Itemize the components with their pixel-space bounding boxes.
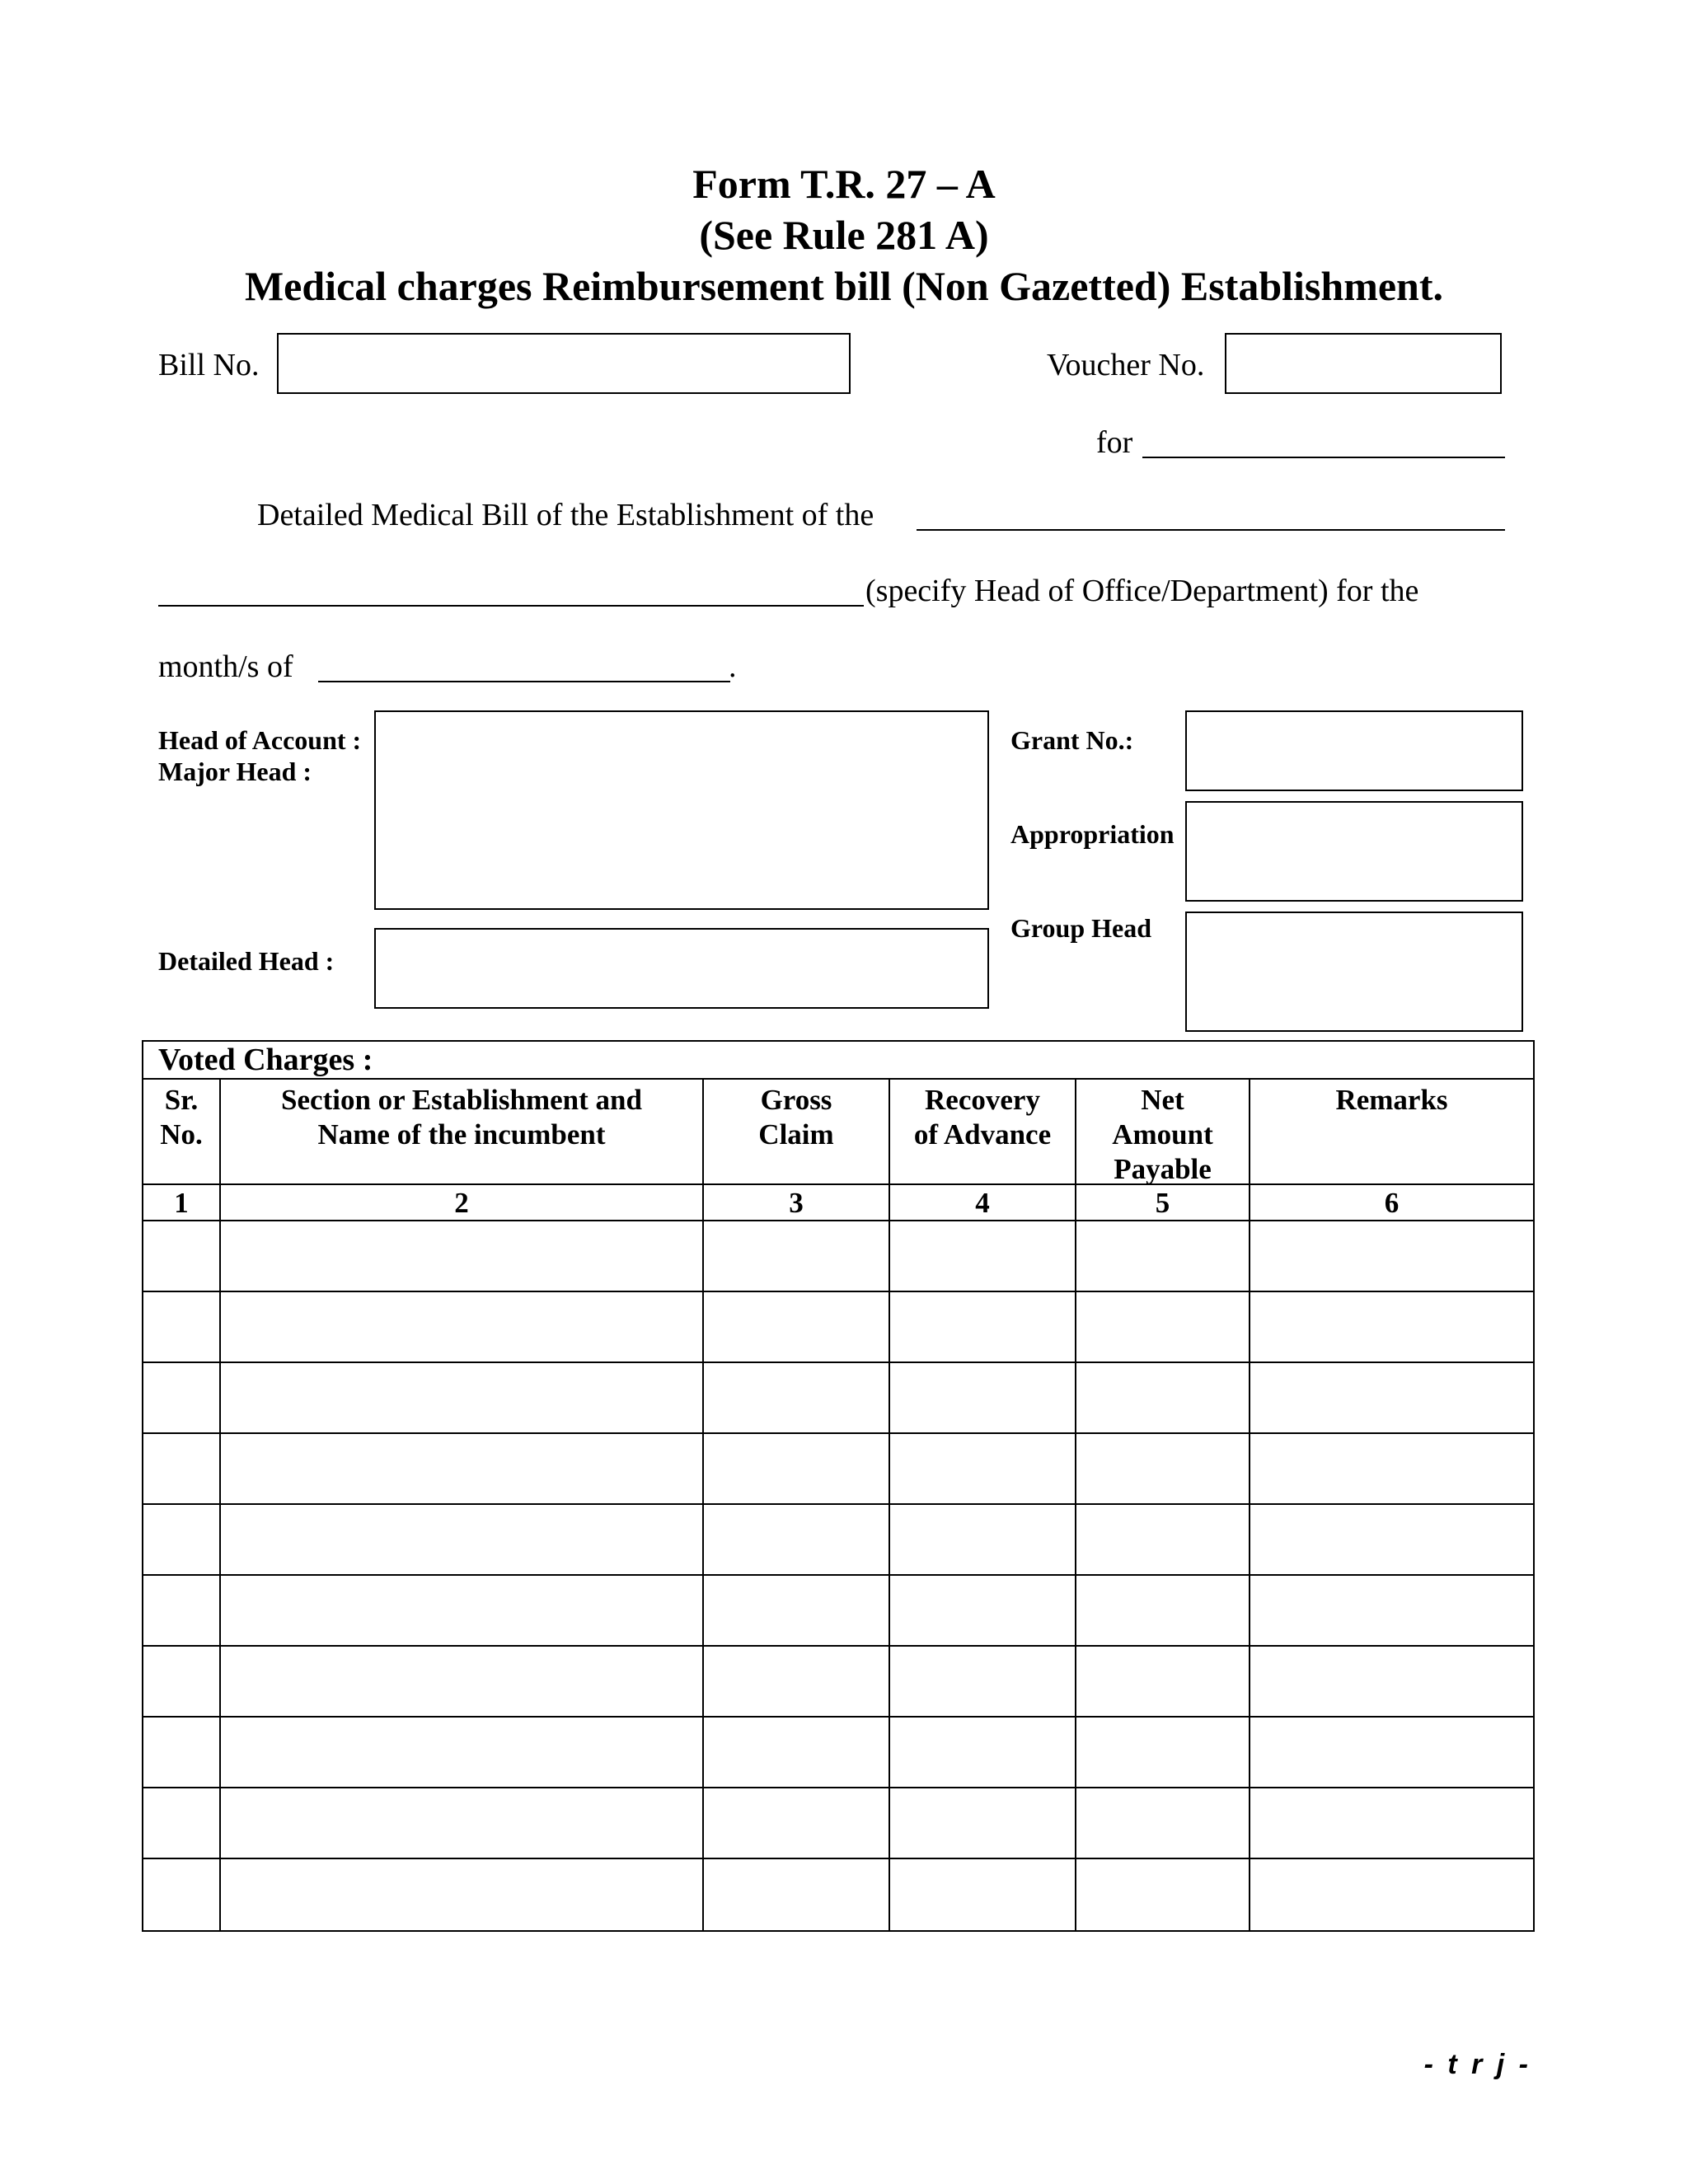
column-number-row (143, 1185, 1533, 1221)
head-of-account-field[interactable] (374, 710, 989, 910)
column-header-label: Recovery of Advance (913, 1084, 1052, 1151)
form-title: Form T.R. 27 – A (692, 161, 996, 207)
table-cell[interactable] (1250, 1363, 1533, 1434)
table-cell[interactable] (221, 1576, 704, 1647)
establishment-blank[interactable] (917, 529, 1505, 531)
grant-no-label: Grant No.: (1010, 725, 1134, 755)
table-row (143, 1788, 1533, 1859)
footer-mark: - t r j - (1423, 2049, 1531, 2080)
column-header-recovery (890, 1080, 1076, 1185)
column-header-label: Net Amount Payable (1112, 1084, 1213, 1185)
table-row (143, 1434, 1533, 1505)
table-cell[interactable] (1076, 1221, 1250, 1292)
table-cell[interactable] (143, 1505, 221, 1576)
table-cell[interactable] (221, 1434, 704, 1505)
detailed-bill-text: Detailed Medical Bill of the Establishment of the (257, 498, 874, 532)
table-cell[interactable] (221, 1505, 704, 1576)
column-header-net-amount (1076, 1080, 1250, 1185)
table-cell[interactable] (704, 1647, 890, 1718)
column-header-gross-claim (704, 1080, 890, 1185)
appropriation-field[interactable] (1185, 801, 1523, 902)
table-cell[interactable] (704, 1434, 890, 1505)
table-cell[interactable] (1076, 1292, 1250, 1363)
table-cell[interactable] (704, 1859, 890, 1930)
table-cell[interactable] (704, 1292, 890, 1363)
specify-text: (specify Head of Office/Department) for the (865, 574, 1419, 608)
table-cell[interactable] (221, 1788, 704, 1859)
table-cell[interactable] (1076, 1363, 1250, 1434)
column-header-label: Section or Establishment and Name of the incumbent (281, 1084, 642, 1151)
table-cell[interactable] (221, 1718, 704, 1788)
appropriation-label: Appropriation (1010, 819, 1175, 849)
detailed-head-label: Detailed Head : (158, 946, 335, 976)
table-cell[interactable] (143, 1718, 221, 1788)
for-blank[interactable] (1142, 457, 1505, 458)
voted-charges-title: Voted Charges : (143, 1042, 1533, 1080)
table-row (143, 1292, 1533, 1363)
table-cell[interactable] (890, 1221, 1076, 1292)
months-blank[interactable] (318, 681, 730, 682)
table-cell[interactable] (1250, 1505, 1533, 1576)
table-cell[interactable] (1076, 1576, 1250, 1647)
group-head-field[interactable] (1185, 912, 1523, 1032)
head-of-office-blank[interactable] (158, 605, 864, 607)
table-cell[interactable] (1250, 1576, 1533, 1647)
table-row (143, 1647, 1533, 1718)
column-number: 2 (221, 1185, 704, 1221)
table-cell[interactable] (1250, 1718, 1533, 1788)
table-cell[interactable] (890, 1859, 1076, 1930)
table-cell[interactable] (143, 1859, 221, 1930)
column-header-label: Gross Claim (758, 1084, 834, 1151)
table-cell[interactable] (704, 1221, 890, 1292)
months-period: . (729, 649, 737, 684)
table-cell[interactable] (221, 1647, 704, 1718)
column-number: 6 (1250, 1185, 1533, 1221)
table-cell[interactable] (221, 1221, 704, 1292)
table-cell[interactable] (143, 1221, 221, 1292)
grant-no-field[interactable] (1185, 710, 1523, 791)
table-cell[interactable] (143, 1434, 221, 1505)
column-number: 4 (890, 1185, 1076, 1221)
table-cell[interactable] (221, 1292, 704, 1363)
group-head-label: Group Head (1010, 913, 1151, 943)
table-cell[interactable] (704, 1505, 890, 1576)
form-subtitle: Medical charges Reimbursement bill (Non Gazetted) Establishment. (244, 263, 1443, 309)
column-header-label: Remarks (1335, 1084, 1448, 1116)
column-header-label: Sr. No. (160, 1084, 203, 1151)
table-row (143, 1505, 1533, 1576)
table-row (143, 1363, 1533, 1434)
table-cell[interactable] (221, 1859, 704, 1930)
table-cell[interactable] (1250, 1221, 1533, 1292)
table-cell[interactable] (221, 1363, 704, 1434)
column-header-remarks (1250, 1080, 1533, 1185)
table-header-row (143, 1080, 1533, 1185)
table-cell[interactable] (890, 1363, 1076, 1434)
column-header-sr-no (143, 1080, 221, 1185)
table-cell[interactable] (890, 1718, 1076, 1788)
column-header-section (221, 1080, 704, 1185)
table-cell[interactable] (143, 1292, 221, 1363)
table-cell[interactable] (143, 1788, 221, 1859)
for-label: for (1096, 425, 1133, 460)
column-number: 1 (143, 1185, 221, 1221)
table-body (143, 1221, 1533, 1930)
column-number: 3 (704, 1185, 890, 1221)
bill-no-field[interactable] (277, 333, 851, 394)
detailed-head-field[interactable] (374, 928, 989, 1009)
table-cell[interactable] (704, 1576, 890, 1647)
voucher-no-label: Voucher No. (1047, 348, 1205, 382)
table-cell[interactable] (1076, 1647, 1250, 1718)
table-cell[interactable] (1250, 1647, 1533, 1718)
table-cell[interactable] (890, 1647, 1076, 1718)
table-cell[interactable] (1076, 1505, 1250, 1576)
table-cell[interactable] (1250, 1434, 1533, 1505)
table-cell[interactable] (1076, 1859, 1250, 1930)
table-cell[interactable] (1076, 1434, 1250, 1505)
voted-charges-table (142, 1040, 1535, 1932)
table-cell[interactable] (890, 1292, 1076, 1363)
table-cell[interactable] (890, 1788, 1076, 1859)
major-head-label: Major Head : (158, 757, 312, 786)
table-cell[interactable] (704, 1363, 890, 1434)
column-number: 5 (1076, 1185, 1250, 1221)
table-cell[interactable] (1250, 1859, 1533, 1930)
table-row (143, 1576, 1533, 1647)
bill-no-label: Bill No. (158, 348, 260, 382)
table-cell[interactable] (1076, 1718, 1250, 1788)
table-row (143, 1221, 1533, 1292)
table-cell[interactable] (143, 1647, 221, 1718)
table-cell[interactable] (1076, 1788, 1250, 1859)
table-cell[interactable] (704, 1718, 890, 1788)
head-of-account-label: Head of Account : (158, 725, 362, 755)
table-cell[interactable] (890, 1434, 1076, 1505)
table-cell[interactable] (890, 1576, 1076, 1647)
voucher-no-field[interactable] (1225, 333, 1502, 394)
rule-reference: (See Rule 281 A) (699, 212, 989, 258)
table-cell[interactable] (143, 1576, 221, 1647)
table-cell[interactable] (704, 1788, 890, 1859)
table-cell[interactable] (143, 1363, 221, 1434)
months-label: month/s of (158, 649, 293, 684)
table-cell[interactable] (1250, 1292, 1533, 1363)
table-cell[interactable] (1250, 1788, 1533, 1859)
table-cell[interactable] (890, 1505, 1076, 1576)
table-row (143, 1718, 1533, 1788)
table-row (143, 1859, 1533, 1930)
